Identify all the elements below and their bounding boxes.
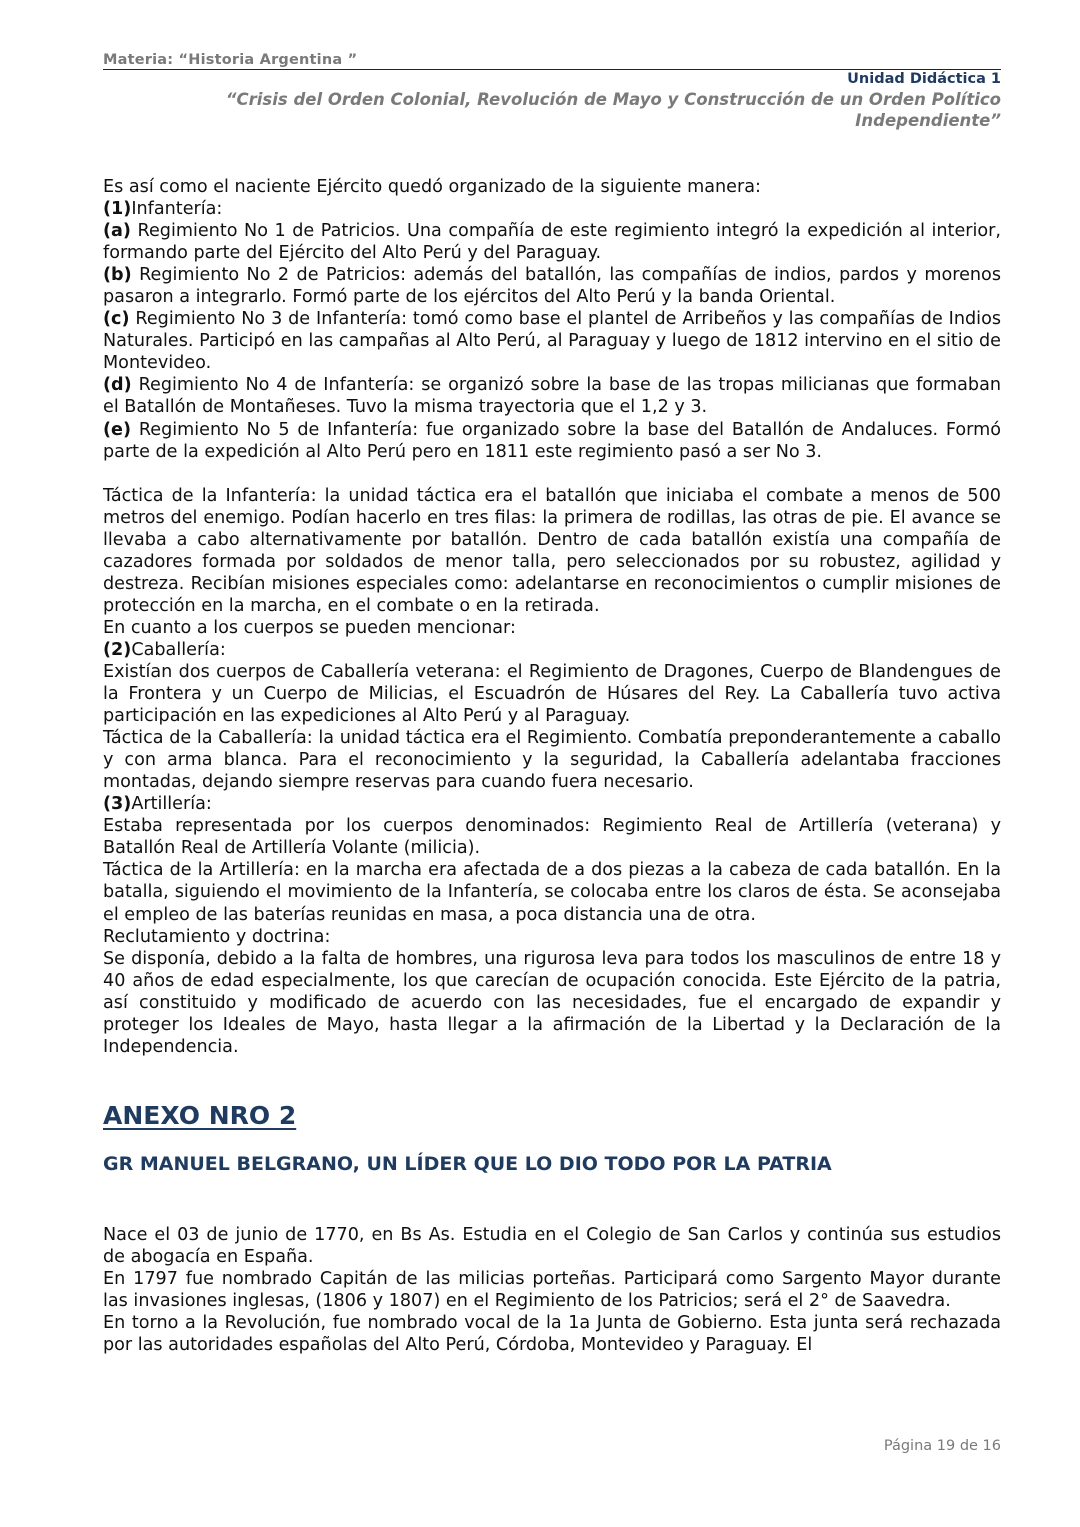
page-number: Página 19 de 16 bbox=[883, 1438, 1001, 1454]
tactica-infanteria: Táctica de la Infantería: la unidad táctica era el batallón que iniciaba el combate a menos de 500 metros del enemigo. Podían hacerlo en tres filas: la primera de rodillas, las otras de pie. El avance se llevaba a cabo alternativamente por batallón. Dentro de cada batallón existía una compañía de cazadores formada por soldados de menor talla, pero seleccionados por su robustez, agilidad y destreza. Recibían misiones especiales como: adelantarse en reconocimientos o cumplir misiones de protección en la marcha, en el combate o en la retirada. bbox=[103, 485, 1001, 616]
anexo-title: ANEXO NRO 2 bbox=[103, 1101, 297, 1130]
unit-title-line-1: “Crisis del Orden Colonial, Revolución de Mayo y Construcción de un Orden Político bbox=[225, 90, 1001, 109]
item-letter: (a) bbox=[103, 221, 131, 242]
caballeria-label: Caballería: bbox=[131, 639, 226, 660]
unit-title bbox=[103, 89, 1001, 131]
item-letter: (c) bbox=[103, 309, 130, 330]
item-text: Regimiento No 4 de Infantería: se organizó sobre la base de las tropas milicianas que formaban el Batallón de Montañeses. Tuvo la misma trayectoria que el 1,2 y 3. bbox=[103, 375, 1001, 418]
tactica-caballeria: Táctica de la Caballería: la unidad táctica era el Regimiento. Combatía preponderantemente a caballo y con arma blanca. Para el reconocimiento y la seguridad, la Caballería adelantaba fracciones montadas, dejando siempre reservas para cuando fuera necesario. bbox=[103, 728, 1001, 793]
main-body bbox=[103, 176, 1001, 1058]
intro-paragraph: Es así como el naciente Ejército quedó organizado de la siguiente manera: bbox=[103, 177, 761, 197]
item-letter: (b) bbox=[103, 265, 132, 286]
reclutamiento-heading: Reclutamiento y doctrina: bbox=[103, 926, 331, 947]
caballeria-heading bbox=[103, 639, 1001, 661]
item-text: Regimiento No 1 de Patricios. Una compañía de este regimiento integró la expedición al interior, formando parte del Ejército del Alto Perú y del Paraguay. bbox=[103, 221, 1001, 264]
subject-title: Materia: “Historia Argentina ” bbox=[103, 52, 358, 68]
item-letter: (d) bbox=[103, 375, 132, 396]
infanteria-number: (1) bbox=[103, 199, 132, 220]
reclutamiento-paragraph: Se disponía, debido a la falta de hombres, una rigurosa leva para todos los masculinos de entre 18 y 40 años de edad especialmente, los que carecían de ocupación conocida. Este Ejército de la patria, así constituido y modificado de acuerdo con las necesidades, fue el encargado de expandir y proteger los Ideales de Mayo, hasta llegar a la afirmación de la Libertad y la Declaración de la Independencia. bbox=[103, 948, 1001, 1057]
regiment-item bbox=[103, 220, 1001, 264]
belgrano-paragraph: En 1797 fue nombrado Capitán de las milicias porteñas. Participará como Sargento Mayor durante las invasiones inglesas, (1806 y 1807) en el Regimiento de los Patricios; será el 2° de Saavedra. bbox=[103, 1269, 1001, 1312]
artilleria-paragraph: Estaba representada por los cuerpos denominados: Regimiento Real de Artillería (veterana) y Batallón Real de Artillería Volante (milicia). bbox=[103, 816, 1001, 859]
page-header bbox=[103, 52, 1001, 132]
item-text: Regimiento No 2 de Patricios: además del batallón, las compañías de indios, pardos y morenos pasaron a integrarlo. Formó parte de los ejércitos del Alto Perú y la banda Oriental. bbox=[103, 265, 1001, 308]
infanteria-heading bbox=[103, 198, 1001, 220]
artilleria-number: (3) bbox=[103, 794, 132, 815]
tactica-artilleria: Táctica de la Artillería: en la marcha era afectada de a dos piezas a la cabeza de cada batallón. En la batalla, siguiendo el movimiento de la Infantería, se colocaba entre los claros de ésta. Se aconsejaba el empleo de las baterías reunidas en masa, a poca distancia una de otra. bbox=[103, 860, 1001, 925]
belgrano-paragraph: Nace el 03 de junio de 1770, en Bs As. Estudia en el Colegio de San Carlos y continúa sus estudios de abogacía en España. bbox=[103, 1225, 1001, 1268]
anexo-subtitle: GR MANUEL BELGRANO, UN LÍDER QUE LO DIO TODO POR LA PATRIA bbox=[103, 1153, 832, 1175]
regiment-item bbox=[103, 374, 1001, 418]
regiment-item bbox=[103, 264, 1001, 308]
artilleria-label: Artillería: bbox=[131, 794, 212, 815]
caballeria-paragraph: Existían dos cuerpos de Caballería veterana: el Regimiento de Dragones, Cuerpo de Blandengues de la Frontera y un Cuerpo de Milicias, el Escuadrón de Húsares del Rey. La Caballería tuvo activa participación en las expediciones al Alto Perú y al Paraguay. bbox=[103, 661, 1001, 727]
regiment-item bbox=[103, 419, 1001, 463]
header-rule bbox=[103, 69, 1001, 70]
belgrano-paragraph: En torno a la Revolución, fue nombrado vocal de la 1a Junta de Gobierno. Esta junta será rechazada por las autoridades españolas del Alto Perú, Córdoba, Montevideo y Paraguay. El bbox=[103, 1313, 1001, 1356]
artilleria-heading bbox=[103, 793, 1001, 815]
unit-title-line-2: Independiente” bbox=[855, 111, 1001, 130]
paragraph-gap bbox=[103, 463, 1001, 485]
cuerpos-intro: En cuanto a los cuerpos se pueden mencionar: bbox=[103, 617, 516, 638]
item-text: Regimiento No 5 de Infantería: fue organizado sobre la base del Batallón de Andaluces. Formó parte de la expedición al Alto Perú pero en 1811 este regimiento pasó a ser No 3. bbox=[103, 419, 1001, 462]
unit-label: Unidad Didáctica 1 bbox=[847, 71, 1001, 87]
infanteria-label: Infantería: bbox=[131, 199, 223, 220]
regiment-item bbox=[103, 308, 1001, 374]
item-letter: (e) bbox=[103, 419, 132, 440]
caballeria-number: (2) bbox=[103, 639, 132, 660]
belgrano-section bbox=[103, 1224, 1001, 1356]
item-text: Regimiento No 3 de Infantería: tomó como base el plantel de Arribeños y las compañías de Indios Naturales. Participó en las campañas al Alto Perú, al Paraguay y luego de 1812 intervino en el sitio de Montevideo. bbox=[103, 309, 1002, 374]
